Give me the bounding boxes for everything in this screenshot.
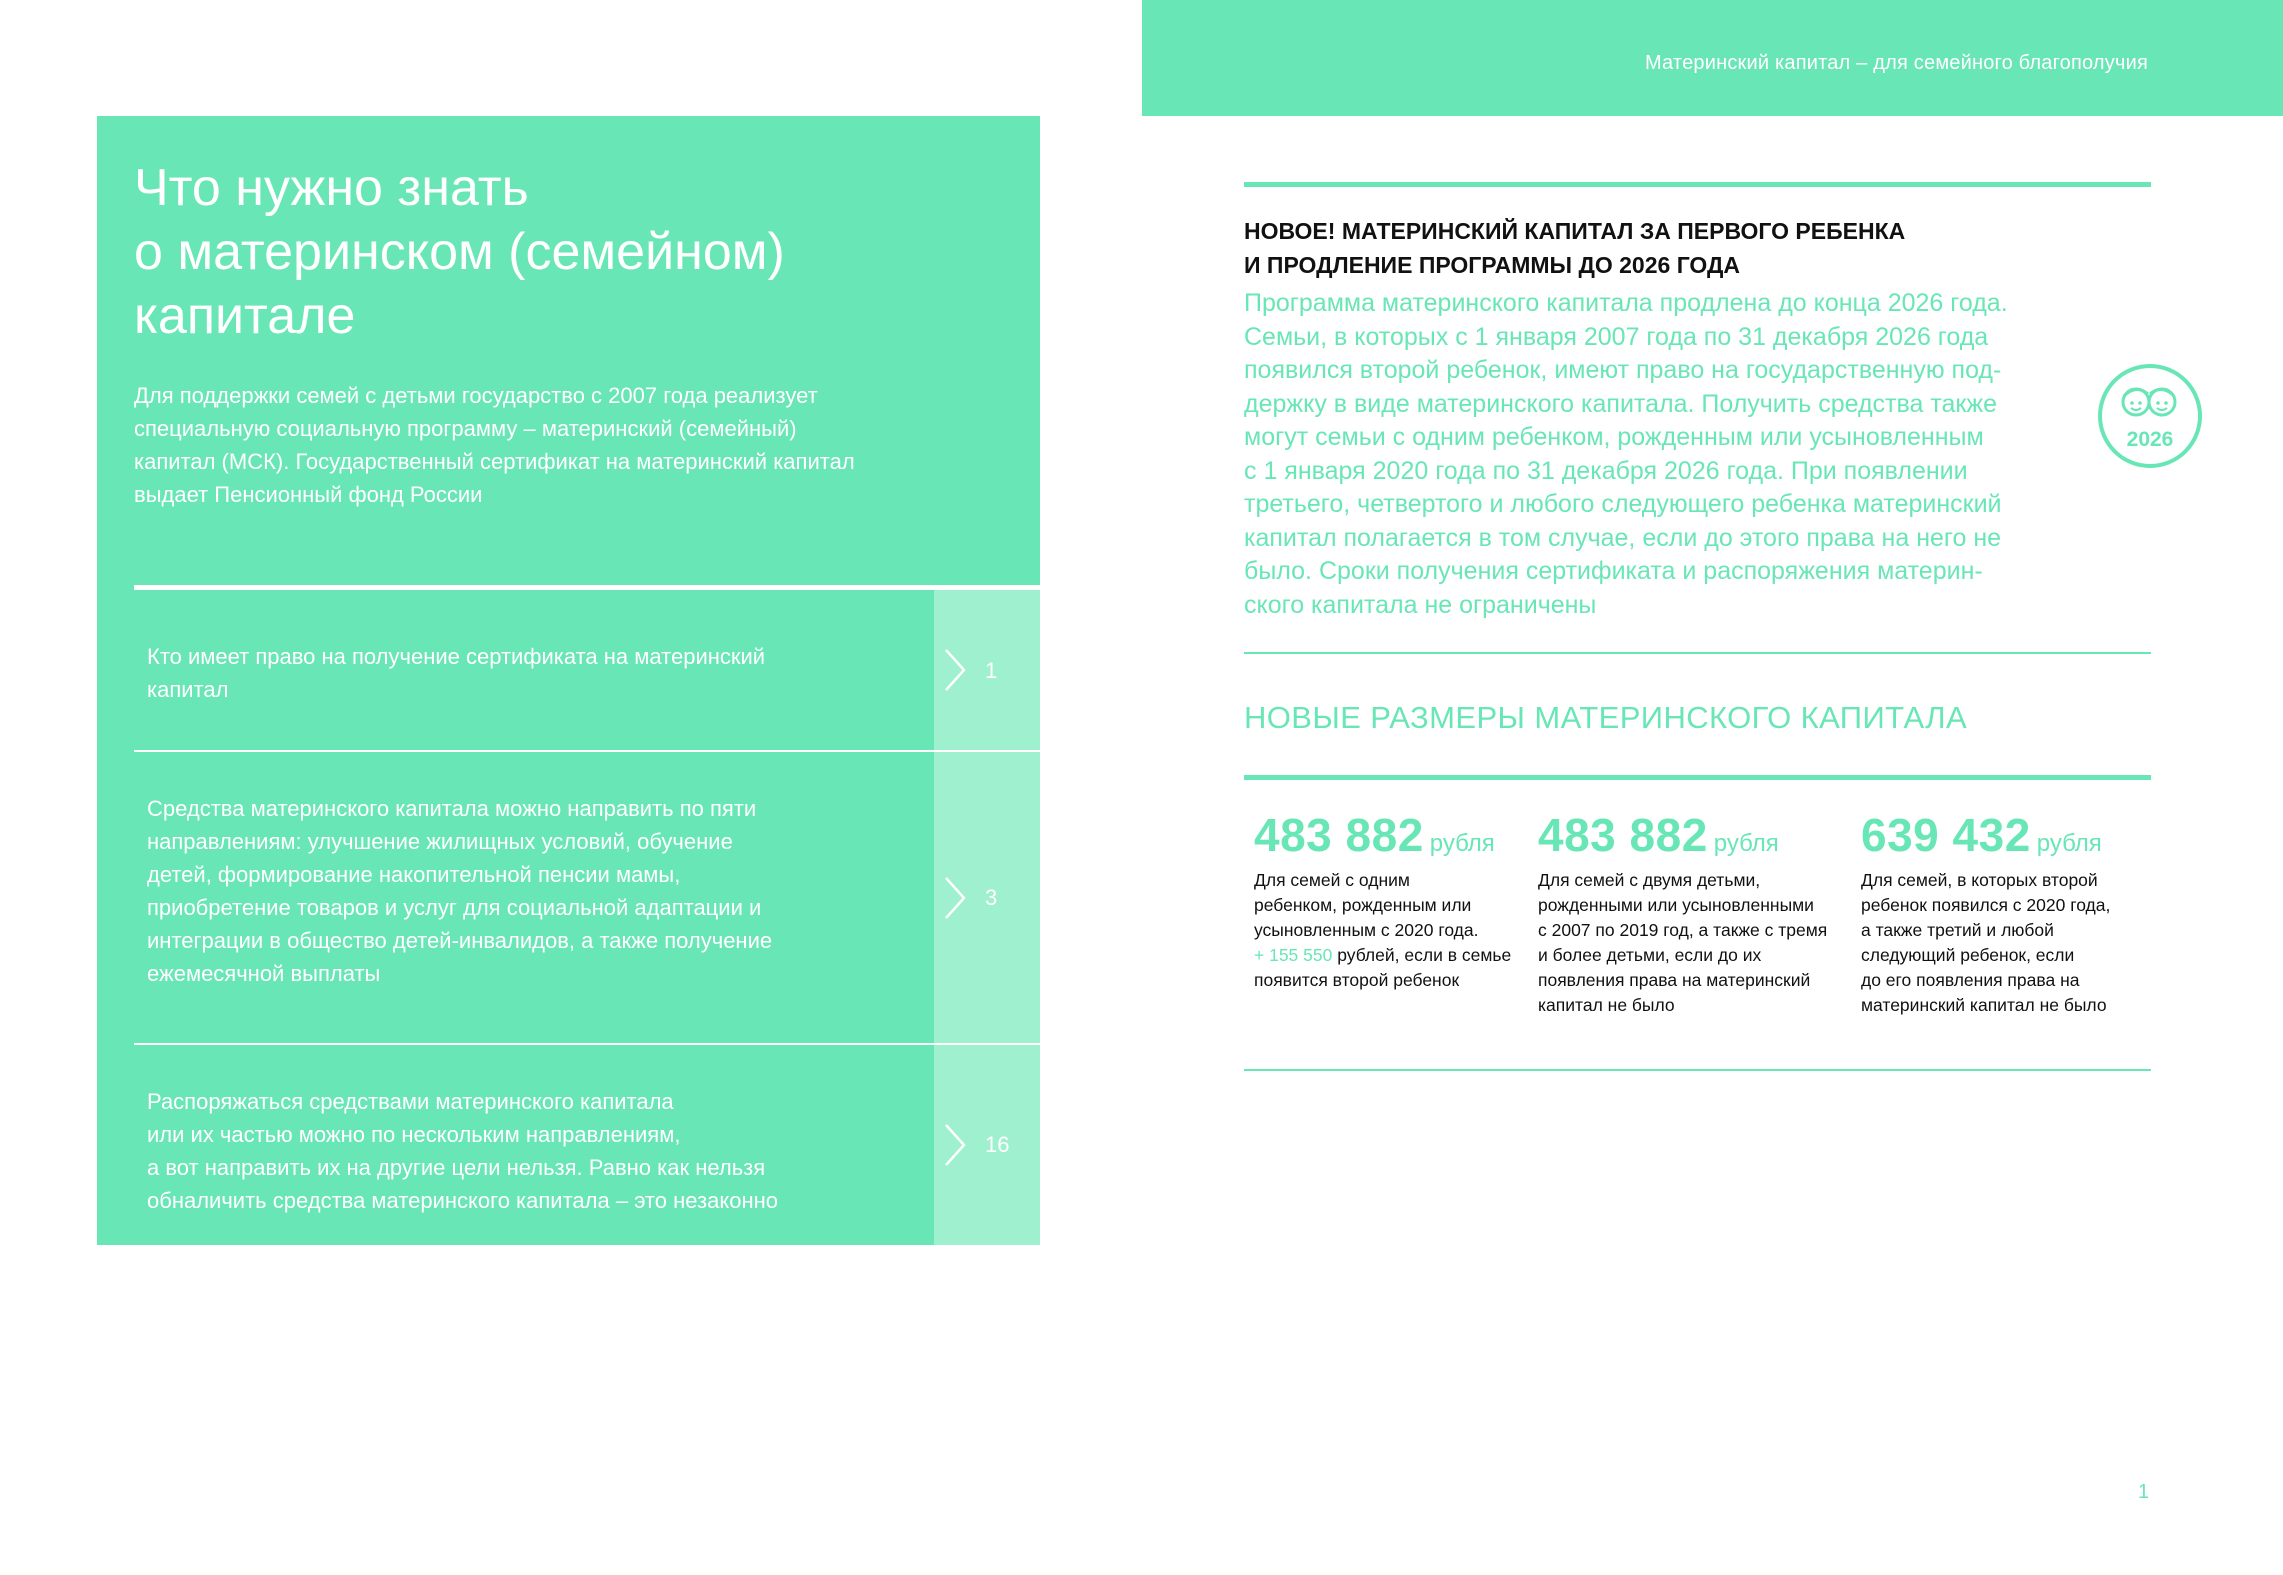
amount-line [1254, 808, 1534, 862]
chevron-right-icon [943, 876, 967, 920]
contents-item-link[interactable] [934, 1045, 1040, 1245]
news-body-line: третьего, четвертого и любого следующего ребенка материнский [1244, 490, 2002, 518]
amount-description [1538, 868, 1838, 1018]
contents-item-line: капитал [147, 677, 229, 702]
panel-title [134, 156, 994, 348]
sizes-top-rule [1244, 775, 2151, 780]
amount-line [1861, 808, 2151, 862]
amount-desc-line: до его появления права на [1861, 970, 2080, 990]
amount-desc-line: и более детьми, если до их [1538, 945, 1762, 965]
contents-item-line: ежемесячной выплаты [147, 961, 381, 986]
contents-item-line: или их частью можно по нескольким направлениям, [147, 1122, 681, 1147]
sizes-bottom-rule [1244, 1069, 2151, 1071]
news-heading-line: НОВОЕ! МАТЕРИНСКИЙ КАПИТАЛ ЗА ПЕРВОГО РЕБЕНКА [1244, 218, 1906, 244]
amount-desc-line [1254, 943, 1534, 968]
news-body-line: капитал полагается в том случае, если до этого права на него не [1244, 523, 2002, 552]
intro-line: Для поддержки семей с детьми государство с 2007 года реализует [134, 383, 818, 408]
news-heading-line: И ПРОДЛЕНИЕ ПРОГРАММЫ ДО 2026 ГОДА [1244, 252, 1741, 278]
contents-item-line: а вот направить их на другие цели нельзя. Равно как нельзя [147, 1155, 766, 1180]
amount-desc-line: следующий ребенок, если [1861, 945, 2075, 965]
panel-title-line: капитале [134, 287, 356, 345]
contents-item-line: Средства материнского капитала можно направить по пяти [147, 796, 757, 821]
header-band [1142, 0, 2283, 116]
news-body-line: могут семьи с одним ребенком, рожденным или усыновленным [1244, 423, 1984, 451]
amount-value: 639 432 [1861, 809, 2031, 861]
amount-desc-line: с 2007 по 2019 год, а также с тремя [1538, 920, 1828, 940]
contents-item-line: обналичить средства материнского капитала – это незаконно [147, 1188, 778, 1213]
sizes-heading: НОВЫЕ РАЗМЕРЫ МАТЕРИНСКОГО КАПИТАЛА [1244, 700, 1968, 735]
contents-item-line: интеграции в общество детей-инвалидов, а также получение [147, 928, 773, 953]
contents-item-link[interactable] [934, 590, 1040, 751]
amount-value: 483 882 [1254, 809, 1424, 861]
amount-desc-line: усыновленным с 2020 года. [1254, 920, 1479, 940]
amount-card [1861, 808, 2151, 1018]
amount-unit: рубля [2036, 830, 2102, 857]
amount-desc-line: материнский капитал не было [1861, 995, 2107, 1015]
amount-description [1861, 868, 2151, 1018]
year-2026-badge-icon [2096, 362, 2204, 470]
contents-item-directions[interactable] [134, 752, 1040, 1044]
news-body-line: ского капитала не ограничены [1244, 590, 1597, 619]
panel-title-line: о материнском (семейном) [134, 223, 785, 281]
news-body-line: появился второй ребенок, имеют право на государственную под- [1244, 356, 2002, 384]
amount-bonus: + 155 550 [1254, 945, 1333, 965]
contents-item-text [147, 640, 877, 706]
contents-item-text [147, 792, 877, 990]
intro-line: специальную социальную программу – материнский (семейный) [134, 416, 797, 441]
news-body-line: держку в виде материнского капитала. Получить средства также [1244, 389, 1997, 418]
amount-desc-line: а также третий и любой [1861, 920, 2054, 940]
header-title: Материнский капитал – для семейного благополучия [1644, 52, 2148, 74]
amount-unit: рубля [1429, 830, 1495, 857]
info-panel [97, 116, 1040, 1245]
amount-card [1538, 808, 1838, 1018]
news-body-line: с 1 января 2020 года по 31 декабря 2026 года. При появлении [1244, 456, 1968, 485]
contents-item-link[interactable] [934, 752, 1040, 1044]
page-reference: 16 [985, 1132, 1010, 1157]
amount-value: 483 882 [1538, 809, 1708, 861]
news-body-line: Семьи, в которых с 1 января 2007 года по 31 декабря 2026 года [1244, 322, 1989, 351]
amount-desc-line: ребенком, рожденным или [1254, 895, 1472, 915]
news-body-line: Программа материнского капитала продлена до конца 2026 года. [1244, 289, 2008, 317]
news-heading [1244, 214, 2044, 282]
amount-desc-line: Для семей, в которых второй [1861, 870, 2098, 890]
amount-desc-line: Для семей с одним [1254, 870, 1410, 890]
panel-intro [134, 379, 954, 511]
contents-item-eligibility[interactable] [134, 590, 1040, 751]
contents-item-line: направлениям: улучшение жилищных условий, обучение [147, 829, 733, 854]
amount-unit: рубля [1713, 830, 1779, 857]
page-number: 1 [2138, 1481, 2150, 1503]
amount-bonus-rest: рублей, если в семье [1332, 945, 1512, 965]
intro-line: выдает Пенсионный фонд России [134, 482, 483, 507]
amount-desc-line: рожденными или усыновленными [1538, 895, 1814, 915]
amount-desc-line: Для семей с двумя детьми, [1538, 870, 1761, 890]
amount-desc-line: появления права на материнский [1538, 970, 1811, 990]
amount-line [1538, 808, 1838, 862]
page-reference: 1 [985, 658, 998, 683]
amount-desc-line: появится второй ребенок [1254, 970, 1460, 990]
chevron-right-icon [943, 1123, 967, 1167]
news-bottom-rule [1244, 652, 2151, 654]
contents-item-line: детей, формирование накопительной пенсии мамы, [147, 862, 681, 887]
contents-item-line: Кто имеет право на получение сертификата на материнский [147, 644, 766, 669]
amount-description [1254, 868, 1534, 993]
panel-title-line: Что нужно знать [134, 159, 529, 217]
news-body-line: было. Сроки получения сертификата и распоряжения материн- [1244, 557, 1983, 585]
page-reference: 3 [985, 885, 998, 910]
news-top-rule [1244, 182, 2151, 187]
contents-list [134, 590, 1040, 1245]
contents-item-text [147, 1085, 877, 1217]
news-body [1244, 287, 2074, 622]
amount-desc-line: ребенок появился с 2020 года, [1861, 895, 2111, 915]
amount-desc-line: капитал не было [1538, 995, 1675, 1015]
contents-item-line: Распоряжаться средствами материнского капитала [147, 1089, 674, 1114]
contents-item-line: приобретение товаров и услуг для социальной адаптации и [147, 895, 762, 920]
intro-line: капитал (МСК). Государственный сертификат на материнский капитал [134, 449, 855, 474]
amount-card [1254, 808, 1534, 993]
chevron-right-icon [943, 648, 967, 692]
contents-item-restrictions[interactable] [134, 1045, 1040, 1245]
badge-year: 2026 [2126, 428, 2174, 451]
